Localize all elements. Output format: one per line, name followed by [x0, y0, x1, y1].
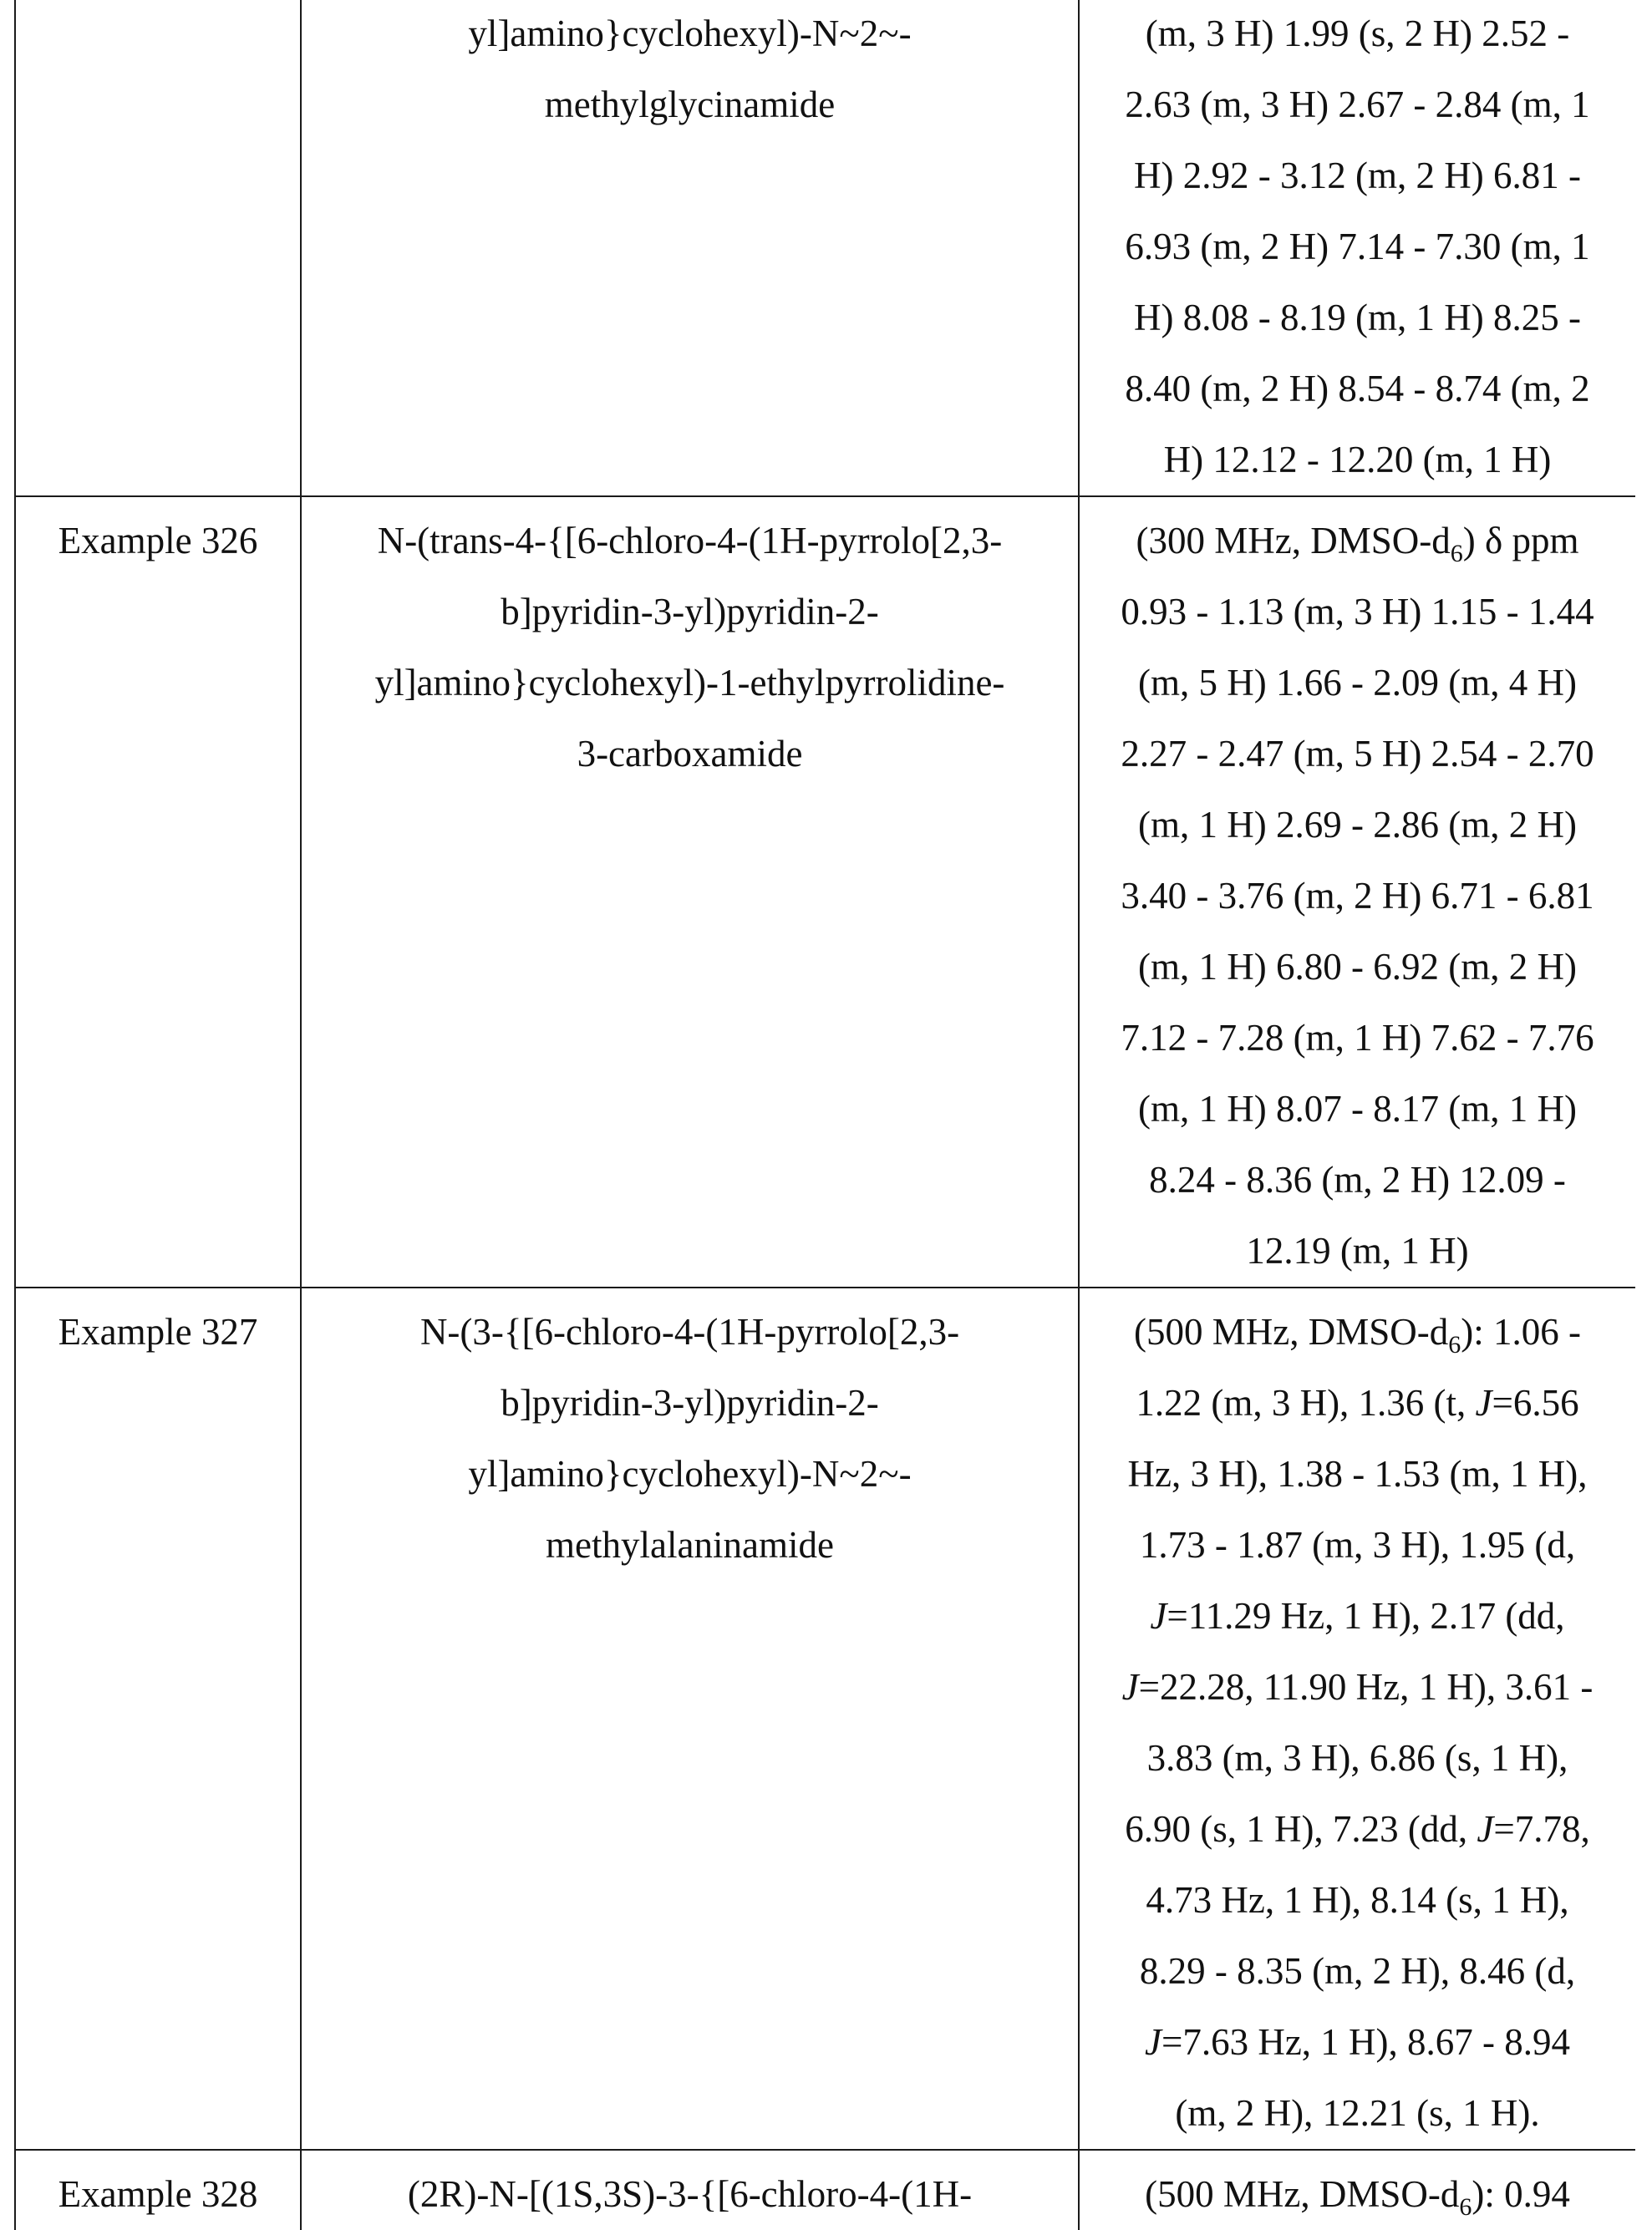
nmr-data-line: J=22.28, 11.90 Hz, 1 H), 3.61 -	[1091, 1652, 1624, 1723]
nmr-data-line: 3.40 - 3.76 (m, 2 H) 6.71 - 6.81	[1091, 861, 1624, 932]
compound-name-cell	[301, 496, 1079, 1288]
compound-name-cell	[301, 0, 1079, 496]
compound-name-cell	[301, 1288, 1079, 2150]
nmr-data-line: 8.24 - 8.36 (m, 2 H) 12.09 -	[1091, 1145, 1624, 1216]
nmr-data-line: H) 8.08 - 8.19 (m, 1 H) 8.25 -	[1091, 282, 1624, 353]
nmr-data-line: 0.93 - 1.13 (m, 3 H) 1.15 - 1.44	[1091, 577, 1624, 648]
nmr-data-line: J=11.29 Hz, 1 H), 2.17 (dd,	[1091, 1581, 1624, 1652]
table-row	[15, 0, 1635, 496]
example-cell	[15, 496, 301, 1288]
example-cell	[15, 1288, 301, 2150]
nmr-data-line: 12.19 (m, 1 H)	[1091, 1216, 1624, 1287]
italic-text: J	[1145, 2021, 1161, 2063]
table-body	[15, 0, 1635, 2230]
compound-name-line: yl]amino}cyclohexyl)-N~2~-	[313, 0, 1066, 69]
italic-text: J	[1150, 1595, 1167, 1637]
compound-name-cell	[301, 2150, 1079, 2230]
nmr-data-line: 8.29 - 8.35 (m, 2 H), 8.46 (d,	[1091, 1936, 1624, 2007]
nmr-data-cell	[1079, 496, 1635, 1288]
nmr-data-line: 7.12 - 7.28 (m, 1 H) 7.62 - 7.76	[1091, 1003, 1624, 1074]
nmr-data-line: (m, 1 H) 2.69 - 2.86 (m, 2 H)	[1091, 790, 1624, 861]
nmr-data-cell	[1079, 1288, 1635, 2150]
example-cell	[15, 0, 301, 496]
compound-name-line: b]pyridin-3-yl)pyridin-2-	[313, 577, 1066, 648]
compound-name-line: N-(3-{[6-chloro-4-(1H-pyrrolo[2,3-	[313, 1297, 1066, 1368]
subscript-text: 6	[1448, 1331, 1461, 1359]
nmr-data-line: 1.73 - 1.87 (m, 3 H), 1.95 (d,	[1091, 1510, 1624, 1581]
nmr-data-line: 6.93 (m, 2 H) 7.14 - 7.30 (m, 1	[1091, 211, 1624, 282]
table-row	[15, 496, 1635, 1288]
nmr-data-line: Hz, 3 H), 1.38 - 1.53 (m, 1 H),	[1091, 1439, 1624, 1510]
example-label: Example 327	[28, 1297, 288, 1368]
nmr-data-line: 2.63 (m, 3 H) 2.67 - 2.84 (m, 1	[1091, 69, 1624, 140]
document-page	[14, 0, 1635, 2230]
subscript-text: 6	[1459, 2193, 1472, 2221]
nmr-data-line: (m, 1 H) 8.07 - 8.17 (m, 1 H)	[1091, 1074, 1624, 1145]
nmr-data-line: 3.83 (m, 3 H), 6.86 (s, 1 H),	[1091, 1723, 1624, 1794]
nmr-data-line: (m, 2 H), 12.21 (s, 1 H).	[1091, 2078, 1624, 2149]
compound-name-line: yl]amino}cyclohexyl)-1-ethylpyrrolidine-	[313, 648, 1066, 719]
nmr-data-line: J=7.63 Hz, 1 H), 8.67 - 8.94	[1091, 2007, 1624, 2078]
nmr-data-line: 8.40 (m, 2 H) 8.54 - 8.74 (m, 2	[1091, 353, 1624, 424]
italic-text: J	[1122, 1666, 1139, 1708]
nmr-data-line: (300 MHz, DMSO-d6) δ ppm	[1091, 505, 1624, 577]
compound-name-line: methylalaninamide	[313, 1510, 1066, 1581]
nmr-data-line: (m, 1 H) 6.80 - 6.92 (m, 2 H)	[1091, 932, 1624, 1003]
table-row	[15, 2150, 1635, 2230]
example-label: Example 328	[28, 2159, 288, 2230]
compound-name-line: methylglycinamide	[313, 69, 1066, 140]
nmr-data-line: (500 MHz, DMSO-d6): 1.06 -	[1091, 1297, 1624, 1368]
nmr-data-line: H) 2.92 - 3.12 (m, 2 H) 6.81 -	[1091, 140, 1624, 211]
compound-name-line: (2R)-N-[(1S,3S)-3-{[6-chloro-4-(1H-	[313, 2159, 1066, 2230]
nmr-data-table	[14, 0, 1635, 2230]
table-row	[15, 1288, 1635, 2150]
example-label: Example 326	[28, 505, 288, 577]
nmr-data-line: H) 12.12 - 12.20 (m, 1 H)	[1091, 424, 1624, 495]
nmr-data-line: 1.22 (m, 3 H), 1.36 (t, J=6.56	[1091, 1368, 1624, 1439]
italic-text: J	[1477, 1808, 1493, 1850]
nmr-data-line: (m, 3 H) 1.99 (s, 2 H) 2.52 -	[1091, 0, 1624, 69]
compound-name-line: yl]amino}cyclohexyl)-N~2~-	[313, 1439, 1066, 1510]
example-cell	[15, 2150, 301, 2230]
italic-text: J	[1476, 1382, 1492, 1424]
nmr-data-line: 2.27 - 2.47 (m, 5 H) 2.54 - 2.70	[1091, 719, 1624, 790]
compound-name-line: b]pyridin-3-yl)pyridin-2-	[313, 1368, 1066, 1439]
nmr-data-line: 6.90 (s, 1 H), 7.23 (dd, J=7.78,	[1091, 1794, 1624, 1865]
compound-name-line: 3-carboxamide	[313, 719, 1066, 790]
nmr-data-cell	[1079, 0, 1635, 496]
nmr-data-line: (500 MHz, DMSO-d6): 0.94	[1091, 2159, 1624, 2230]
nmr-data-line: 4.73 Hz, 1 H), 8.14 (s, 1 H),	[1091, 1865, 1624, 1936]
nmr-data-cell	[1079, 2150, 1635, 2230]
compound-name-line: N-(trans-4-{[6-chloro-4-(1H-pyrrolo[2,3-	[313, 505, 1066, 577]
nmr-data-line: (m, 5 H) 1.66 - 2.09 (m, 4 H)	[1091, 648, 1624, 719]
subscript-text: 6	[1451, 540, 1463, 567]
